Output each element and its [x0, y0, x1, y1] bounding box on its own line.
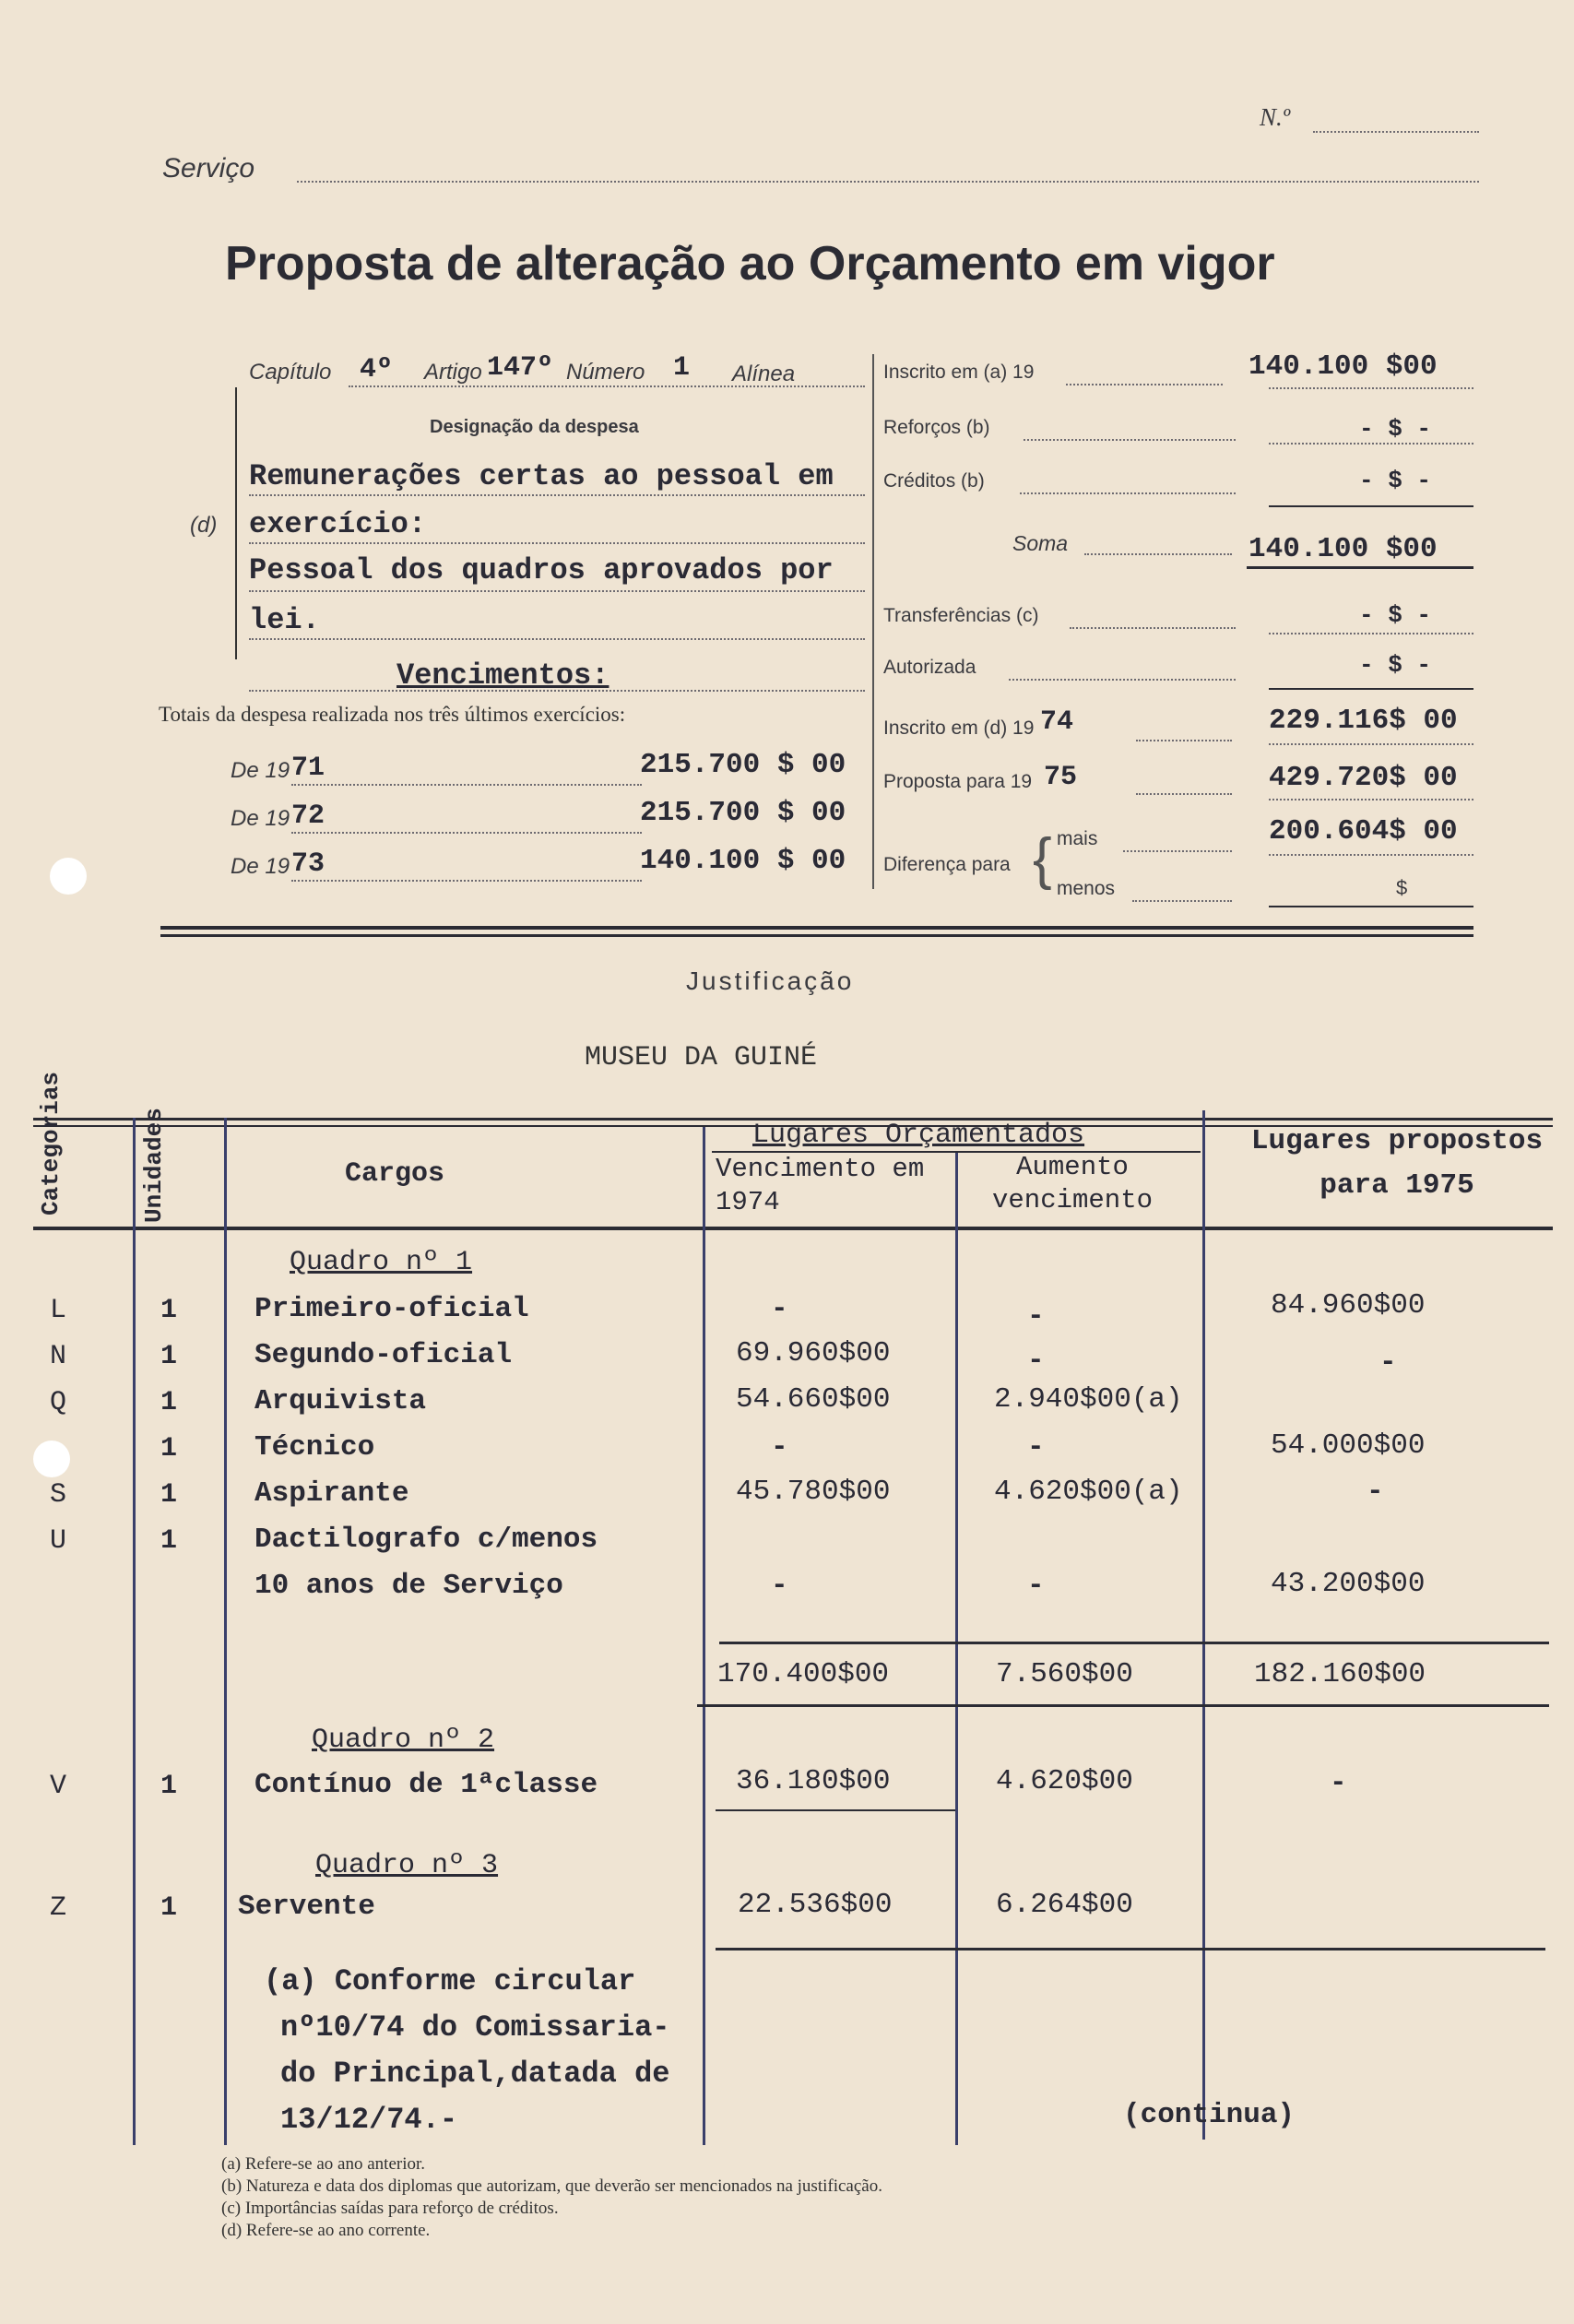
creditos-value: - $ - — [1359, 467, 1432, 494]
note-line-2: nº10/74 do Comissaria- — [280, 2010, 670, 2045]
row-s-cargo: Aspirante — [254, 1477, 409, 1510]
note-line-1: (a) Conforme circular — [264, 1964, 636, 1998]
capitulo-value: 4º — [360, 354, 394, 385]
capitulo-dots — [349, 385, 865, 387]
reforcos-value-line — [1269, 443, 1473, 445]
year-label-1972: De 19 — [231, 806, 290, 831]
row-l-un: 1 — [160, 1295, 178, 1326]
row-v-un: 1 — [160, 1771, 178, 1802]
year-total-1972: 215.700 $ 00 — [640, 797, 846, 829]
row-z-un: 1 — [160, 1892, 178, 1924]
creditos-label: Créditos (b) — [883, 470, 985, 492]
row-z-aum: 6.264$00 — [996, 1889, 1133, 1921]
row-u-cargo-2: 10 anos de Serviço — [254, 1570, 563, 1602]
header-aumento: Aumento vencimento — [991, 1152, 1154, 1215]
row-v-venc: 36.180$00 — [736, 1765, 891, 1797]
column-separator — [872, 354, 874, 889]
numero-label: N.º — [1260, 103, 1291, 131]
soma-line — [1247, 566, 1473, 569]
continua-label: (continua) — [1123, 2099, 1296, 2131]
alinea-label: Alínea — [732, 362, 796, 386]
punch-hole-top — [50, 858, 87, 895]
year-dots-1971 — [291, 784, 642, 786]
row-l-aum: - — [1027, 1300, 1045, 1333]
inscrito-a-label: Inscrito em (a) 19 — [883, 362, 1035, 383]
diferenca-brace: { — [1033, 827, 1052, 891]
col-line-1 — [133, 1118, 136, 2145]
row-l-cat: L — [50, 1295, 67, 1326]
proposta-value: 429.720$ 00 — [1269, 762, 1458, 794]
totais-label: Totais da despesa realizada nos três últimos exercícios: — [159, 703, 626, 726]
menos-dots — [1132, 900, 1232, 902]
totals-top-rule — [719, 1642, 1549, 1644]
row-n-aum: - — [1027, 1345, 1045, 1377]
proposta-label: Proposta para 19 — [883, 771, 1033, 792]
header-propostos: Lugares propostos para 1975 — [1250, 1125, 1544, 1202]
row-tecnico-venc: - — [771, 1431, 788, 1464]
inscrito-d-value: 229.116$ 00 — [1269, 705, 1458, 737]
quadro-1-title: Quadro nº 1 — [290, 1247, 473, 1278]
note-line-4: 13/12/74.- — [280, 2103, 458, 2137]
designacao-dots-2 — [249, 542, 865, 544]
row-u-un: 1 — [160, 1525, 178, 1557]
numero-value: 1 — [673, 352, 691, 384]
row-v-prop: - — [1330, 1767, 1347, 1799]
year-dots-1973 — [291, 880, 642, 882]
row-tecnico-un: 1 — [160, 1433, 178, 1464]
menos-line — [1269, 906, 1473, 907]
inscrito-d-dots — [1136, 740, 1232, 741]
designacao-dots-1 — [249, 494, 865, 496]
servico-label: Serviço — [162, 153, 255, 184]
col-line-3 — [703, 1127, 705, 2145]
row-s-aum: 4.620$00(a) — [994, 1476, 1183, 1508]
year-total-1973: 140.100 $ 00 — [640, 845, 846, 877]
artigo-label: Artigo — [424, 360, 482, 385]
numero-field-label: Número — [566, 360, 645, 385]
museum-name: MUSEU DA GUINÉ — [585, 1042, 818, 1073]
punch-hole-bottom — [33, 1441, 70, 1477]
soma-value: 140.100 $00 — [1249, 533, 1438, 565]
footnote-b: (b) Natureza e data dos diplomas que autorizam, que deverão ser mencionados na justificação. — [221, 2176, 882, 2196]
reforcos-dots — [1024, 439, 1236, 441]
inscrito-a-dots — [1066, 384, 1223, 385]
row-n-venc: 69.960$00 — [736, 1337, 891, 1370]
row-z-venc: 22.536$00 — [738, 1889, 893, 1921]
justificacao-title: Justificação — [686, 966, 855, 995]
row-tecnico-aum: - — [1027, 1431, 1045, 1464]
row-u-aum: - — [1027, 1570, 1045, 1602]
designacao-line-3: Pessoal dos quadros aprovados por — [249, 553, 834, 587]
transferencias-value-line — [1269, 633, 1473, 634]
year-label-1973: De 19 — [231, 854, 290, 879]
row-q-cat: Q — [50, 1387, 67, 1418]
proposta-value-line — [1269, 799, 1473, 800]
row-u-cargo: Dactilografo c/menos — [254, 1524, 598, 1556]
header-rule-top — [160, 926, 1473, 930]
designacao-dots-5 — [249, 690, 865, 692]
row-v-cargo: Contínuo de 1ªclasse — [254, 1769, 598, 1801]
header-cargos: Cargos — [345, 1158, 445, 1190]
quadro-2-title: Quadro nº 2 — [312, 1725, 495, 1756]
footnote-a: (a) Refere-se ao ano anterior. — [221, 2154, 426, 2174]
row-z-cat: Z — [50, 1892, 67, 1924]
reforcos-label: Reforços (b) — [883, 417, 990, 438]
inscrito-d-year: 74 — [1040, 706, 1074, 738]
inscrito-d-value-line — [1269, 743, 1473, 745]
brace-line — [235, 387, 237, 659]
row-n-prop: - — [1379, 1346, 1397, 1379]
row-q-venc: 54.660$00 — [736, 1383, 891, 1416]
designacao-dots-3 — [249, 590, 865, 592]
totals-bottom-rule — [697, 1704, 1549, 1707]
row-s-un: 1 — [160, 1479, 178, 1511]
designacao-dots-4 — [249, 638, 865, 640]
page-title: Proposta de alteração ao Orçamento em vigor — [225, 237, 1275, 290]
total-aum: 7.560$00 — [996, 1658, 1133, 1690]
total-prop: 182.160$00 — [1254, 1658, 1426, 1690]
row-l-venc: - — [771, 1293, 788, 1325]
row-n-cat: N — [50, 1341, 67, 1372]
row-u-prop: 43.200$00 — [1271, 1568, 1426, 1600]
servico-field[interactable] — [297, 181, 1479, 183]
numero-field[interactable] — [1313, 131, 1479, 133]
row-u-cat: U — [50, 1525, 67, 1557]
row-s-venc: 45.780$00 — [736, 1476, 891, 1508]
proposta-dots — [1136, 793, 1232, 795]
d-marker: (d) — [190, 513, 218, 538]
soma-label: Soma — [1012, 531, 1069, 555]
designacao-label: Designação da despesa — [430, 417, 639, 437]
footnote-d: (d) Refere-se ao ano corrente. — [221, 2221, 431, 2240]
header-vencimento: Vencimento em 1974 — [716, 1154, 925, 1217]
capitulo-label: Capítulo — [249, 360, 332, 385]
transferencias-value: - $ - — [1359, 601, 1432, 629]
year-dots-1972 — [291, 832, 642, 834]
year-total-1971: 215.700 $ 00 — [640, 749, 846, 781]
proposta-year: 75 — [1044, 762, 1078, 793]
designacao-line-4: lei. — [249, 603, 320, 637]
col-line-5 — [1202, 1110, 1205, 2140]
header-categorias: Categorias — [37, 1071, 65, 1215]
transferencias-label: Transferências (c) — [883, 605, 1039, 626]
transferencias-dots — [1070, 627, 1236, 629]
row-l-prop: 84.960$00 — [1271, 1289, 1426, 1322]
soma-dots — [1084, 553, 1232, 555]
quadro-3-title: Quadro nº 3 — [315, 1850, 499, 1881]
autorizada-label: Autorizada — [883, 657, 976, 678]
inscrito-a-value: 140.100 $00 — [1249, 350, 1438, 383]
row-v-cat: V — [50, 1771, 67, 1802]
row-s-prop: - — [1367, 1476, 1384, 1508]
row-v-aum: 4.620$00 — [996, 1765, 1133, 1797]
col-line-2 — [224, 1118, 227, 2145]
row-q-aum: 2.940$00(a) — [994, 1383, 1183, 1416]
row-z-cargo: Servente — [238, 1891, 375, 1923]
menos-value: $ — [1396, 876, 1408, 899]
header-unidades: Unidades — [140, 1108, 168, 1223]
row-u-venc: - — [771, 1570, 788, 1602]
quadro-3-rule — [716, 1948, 1545, 1951]
year-value-1972: 72 — [291, 800, 325, 832]
mais-value: 200.604$ 00 — [1269, 815, 1458, 848]
autorizada-dots — [1009, 679, 1236, 681]
diferenca-label: Diferença para — [883, 854, 1011, 875]
inscrito-d-label: Inscrito em (d) 19 — [883, 717, 1035, 739]
year-value-1973: 73 — [291, 848, 325, 880]
row-n-cargo: Segundo-oficial — [254, 1339, 513, 1371]
row-q-un: 1 — [160, 1387, 178, 1418]
year-value-1971: 71 — [291, 753, 325, 784]
creditos-dots — [1020, 492, 1236, 494]
col-line-4 — [955, 1153, 958, 2145]
artigo-value: 147º — [487, 352, 554, 384]
row-tecnico-cargo: Técnico — [254, 1431, 375, 1464]
row-tecnico-prop: 54.000$00 — [1271, 1429, 1426, 1462]
header-rule-bottom — [160, 934, 1473, 937]
table-header-rule — [33, 1227, 1553, 1230]
row-q-cargo: Arquivista — [254, 1385, 427, 1417]
header-lugares: Lugares Orçamentados — [752, 1120, 1085, 1151]
quadro-2-rule — [716, 1809, 955, 1811]
footnote-c: (c) Importâncias saídas para reforço de créditos. — [221, 2199, 559, 2218]
inscrito-a-value-line — [1269, 387, 1473, 389]
designacao-line-2: exercício: — [249, 507, 427, 541]
row-l-cargo: Primeiro-oficial — [254, 1293, 529, 1325]
row-n-un: 1 — [160, 1341, 178, 1372]
autorizada-value: - $ - — [1359, 651, 1432, 679]
designacao-line-5: Vencimentos: — [396, 658, 609, 693]
mais-value-line — [1269, 854, 1473, 856]
creditos-sum-line — [1269, 505, 1473, 507]
reforcos-value: - $ - — [1359, 415, 1432, 443]
mais-dots — [1123, 850, 1232, 852]
row-s-cat: S — [50, 1479, 67, 1511]
designacao-line-1: Remunerações certas ao pessoal em — [249, 459, 834, 493]
menos-label: menos — [1057, 878, 1116, 899]
mais-label: mais — [1057, 828, 1098, 849]
year-label-1971: De 19 — [231, 758, 290, 783]
autorizada-line — [1269, 688, 1473, 690]
note-line-3: do Principal,datada de — [280, 2057, 670, 2091]
total-venc: 170.400$00 — [717, 1658, 890, 1690]
